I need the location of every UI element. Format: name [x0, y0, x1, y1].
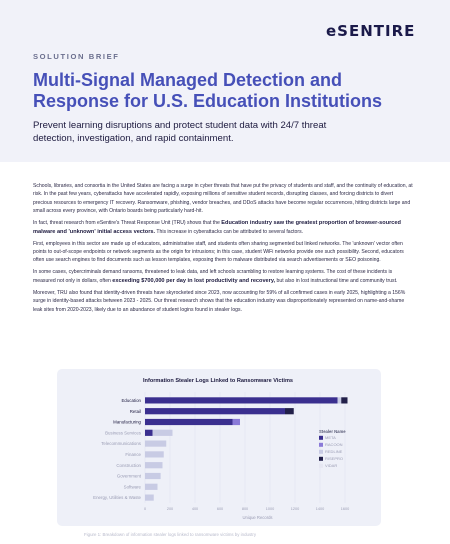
highlight-text: exceeding $700,000 per day in lost productivity and recovery,: [112, 277, 276, 284]
paragraph-cost: [33, 268, 413, 285]
x-tick-label: 0: [143, 507, 147, 511]
bar-segment: [285, 408, 294, 414]
x-axis-label: Unique Records: [242, 515, 273, 520]
page-subtitle: Prevent learning disruptions and protect student data with 24/7 threat detection, investigation, and rapid containment.: [33, 120, 327, 144]
x-tick-label: 1200: [290, 507, 300, 511]
legend-swatch: [319, 457, 323, 461]
page-title: Multi-Signal Managed Detection and Response for U.S. Education Institutions: [33, 70, 383, 111]
chart-plot: [57, 369, 381, 526]
legend-title: Stealer Name: [319, 429, 346, 434]
x-tick-label: 200: [166, 507, 174, 511]
hero-banner: [0, 0, 450, 162]
stealer-logs-chart: [57, 369, 381, 526]
bar-segment: [145, 451, 164, 457]
category-label: Construction: [116, 462, 141, 468]
bar-segment: [153, 430, 173, 436]
paragraph-text: In some cases, cybercriminals demand ransoms, threatened to leak data, and left schools scrambling to restore learning systems. The cost of these incidents is measured not only in dollars, often: [33, 269, 393, 284]
x-tick-label: 1400: [315, 507, 325, 511]
bar-segment: [145, 462, 163, 468]
x-tick-label: 800: [241, 507, 249, 511]
bar-segment: [145, 419, 233, 425]
bar-segment: [145, 430, 153, 436]
bar-segment: [338, 397, 342, 403]
category-label: Energy, Utilities & Waste: [93, 495, 141, 501]
legend-label: RISEPRO: [325, 456, 344, 461]
category-label: Government: [116, 473, 141, 479]
legend-label: RACOON: [325, 442, 343, 447]
legend-label: META: [325, 435, 336, 440]
paragraph-factors: First, employees in this sector are made up of educators, administrative staff, and students often sharing segmented but linked networks. The 'unknown' vector often points to out-of-scope endpoints or network segments as the origin for intrusions; in this case, student WiFi networks provide one such possibility. Second, educators often use search engines to find documents such as lesson templates, exposing them to malware distributed via search advertisements or SEO poisoning.: [33, 240, 404, 264]
x-tick-label: 600: [216, 507, 224, 511]
legend-swatch: [319, 443, 323, 447]
bar-segment: [145, 408, 285, 414]
category-label: Education: [121, 398, 141, 403]
document-kicker: SOLUTION BRIEF: [33, 52, 120, 61]
paragraph-text: In fact, threat research from eSentire's Threat Response Unit (TRU) shows that the: [33, 220, 222, 227]
category-label: Retail: [129, 408, 141, 414]
bar-segment: [145, 397, 338, 403]
paragraph-text: This increase in cyberattacks can be attributed to several factors.: [155, 228, 304, 235]
paragraph-tru-research: [33, 219, 413, 236]
bar-segment: [145, 484, 158, 490]
category-label: Business Services: [105, 430, 141, 436]
esentire-logo: eSENTIRE: [326, 22, 416, 40]
figure-caption: Figure 1: Breakdown of information stealer logs linked to ransomware victims by industry: [84, 532, 257, 537]
chart-title: Information Stealer Logs Linked to Ransomware Victims: [143, 378, 294, 384]
legend-label: VIDAR: [325, 463, 338, 468]
x-tick-label: 1600: [340, 507, 350, 511]
highlight-text: Education industry saw the greatest proportion of browser-sourced malware and 'unknown' initial access vectors.: [33, 220, 401, 235]
legend-swatch: [319, 464, 323, 468]
category-label: Software: [123, 484, 141, 490]
paragraph-text: but also in lost instructional time and community trust.: [275, 277, 398, 284]
x-tick-label: 400: [191, 507, 199, 511]
category-label: Manufacturing: [113, 419, 141, 425]
paragraph-identity-threats: Moreover, TRU also found that identity-driven threats have skyrocketed since 2023, now accounting for 59% of all confirmed cases in early 2025, highlighting a 156% surge in identity-based attacks between 2023 - 2025. Our threat research shows that the education industry was disproportionately represented on name-and-shame leak sites from 2020-2023, likely due to an abundance of student logins found in stealer logs.: [33, 289, 406, 313]
bar-segment: [145, 473, 161, 479]
category-label: Telecommunications: [101, 441, 141, 447]
legend-swatch: [319, 436, 323, 440]
paragraph-intro: Schools, libraries, and consortia in the United States are facing a surge in cyber threats that have put the privacy of students and staff, and the continuity of education, at risk. In the past few years, cyberattacks have accelerated rapidly, exposing millions of sensitive student records, disrupting classes, and forcing districts to divert precious resources to emergency IT recovery. Ransomware, phishing, vendor breaches, and DDoS attacks have become regular occurrences, hitting districts large and small across every province, with Ontario boards being particularly hard-hit.: [33, 183, 413, 215]
bar-segment: [145, 441, 166, 447]
legend-label: REDLINE: [325, 449, 343, 454]
x-tick-label: 1000: [265, 507, 275, 511]
bar-segment: [233, 419, 241, 425]
category-label: Finance: [125, 452, 141, 457]
legend-swatch: [319, 450, 323, 454]
bar-segment: [341, 397, 347, 403]
bar-segment: [145, 495, 154, 501]
body-text: [33, 182, 413, 318]
